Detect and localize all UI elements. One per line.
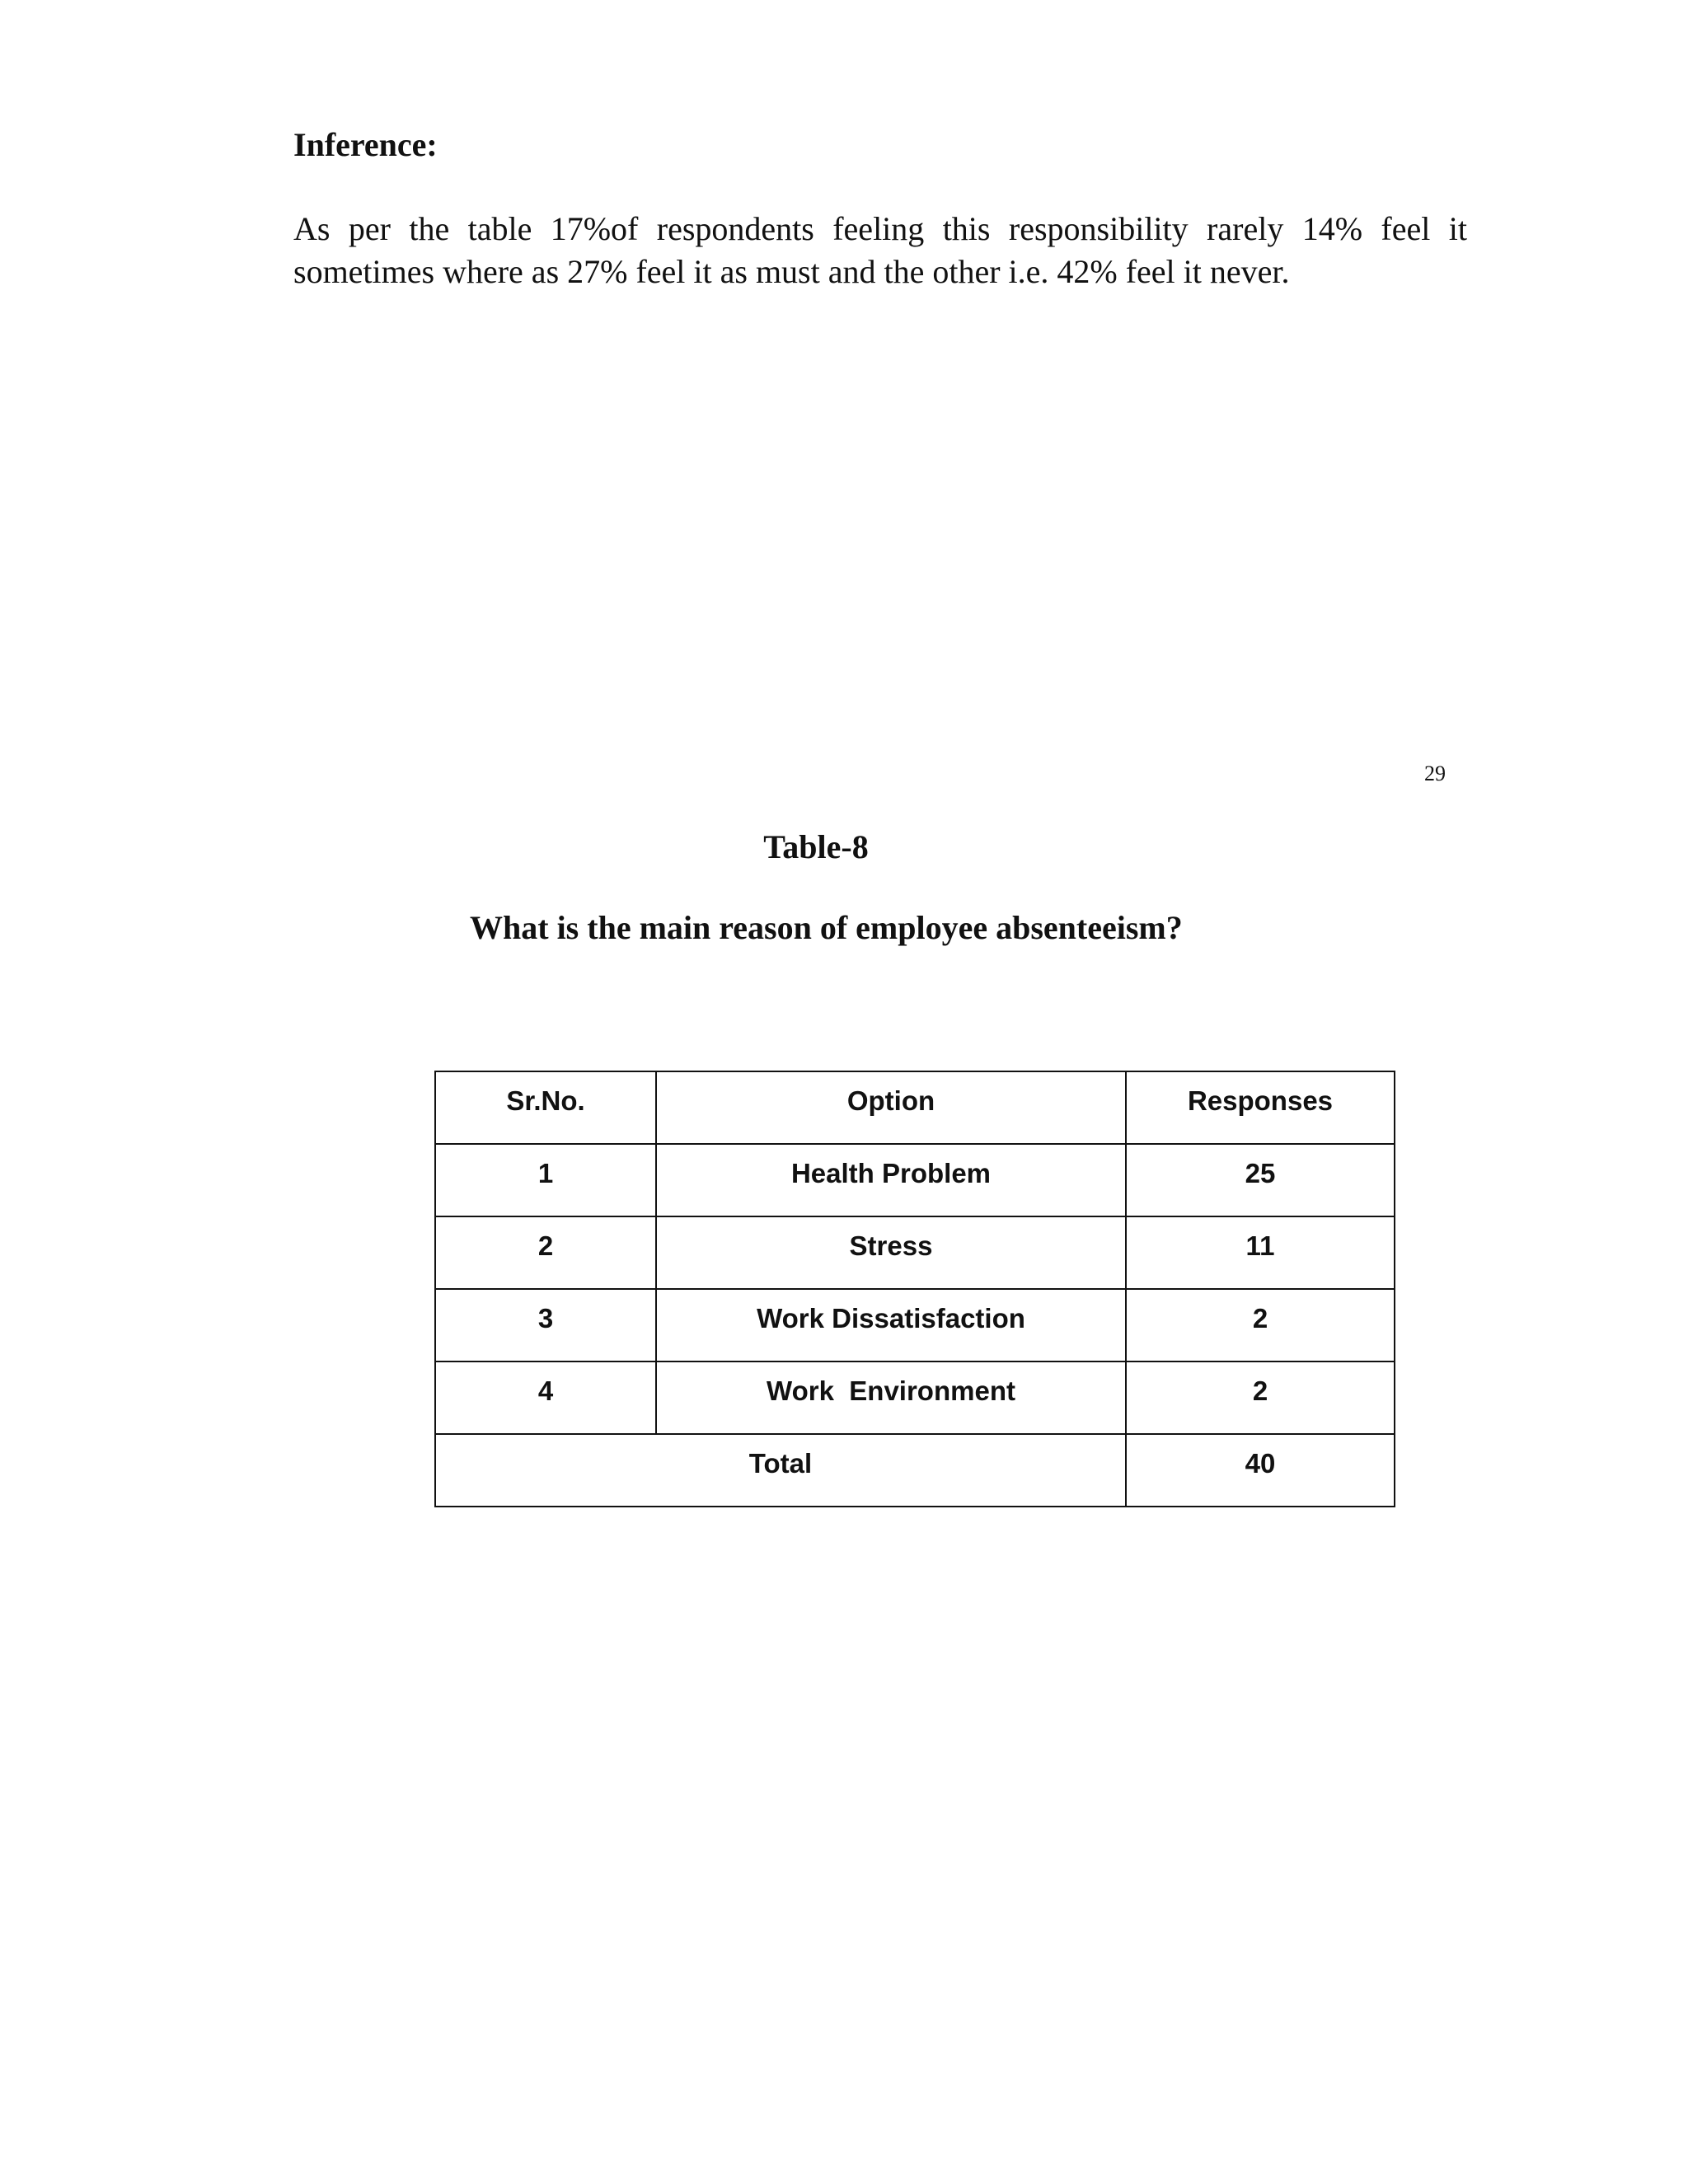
table-question: What is the main reason of employee absenteeism?	[470, 909, 1183, 946]
inference-heading: Inference:	[293, 126, 438, 163]
table-row	[435, 1289, 1395, 1361]
cell-sr-no: 3	[435, 1289, 656, 1361]
cell-option: Health Problem	[656, 1144, 1126, 1216]
table-row	[435, 1361, 1395, 1434]
cell-sr-no: 1	[435, 1144, 656, 1216]
cell-sr-no: 4	[435, 1361, 656, 1434]
table-title: Table-8	[763, 828, 869, 865]
responses-table	[434, 1071, 1395, 1507]
table-header-row	[435, 1071, 1395, 1144]
table-total-row	[435, 1434, 1395, 1507]
cell-responses: 11	[1126, 1216, 1395, 1289]
header-sr-no: Sr.No.	[435, 1071, 656, 1144]
header-option: Option	[656, 1071, 1126, 1144]
inference-paragraph: As per the table 17%of respondents feeling this responsibility rarely 14% feel it sometimes where as 27% feel it as must and the other i.e. 42% feel it never.	[293, 210, 1467, 290]
cell-sr-no: 2	[435, 1216, 656, 1289]
total-responses: 40	[1126, 1434, 1395, 1507]
cell-option: Stress	[656, 1216, 1126, 1289]
cell-responses: 2	[1126, 1289, 1395, 1361]
table-row	[435, 1144, 1395, 1216]
cell-responses: 2	[1126, 1361, 1395, 1434]
cell-option: Work Environment	[656, 1361, 1126, 1434]
table-row	[435, 1216, 1395, 1289]
cell-responses: 25	[1126, 1144, 1395, 1216]
total-label: Total	[435, 1434, 1126, 1507]
page-number: 29	[1424, 762, 1446, 785]
header-responses: Responses	[1126, 1071, 1395, 1144]
cell-option: Work Dissatisfaction	[656, 1289, 1126, 1361]
